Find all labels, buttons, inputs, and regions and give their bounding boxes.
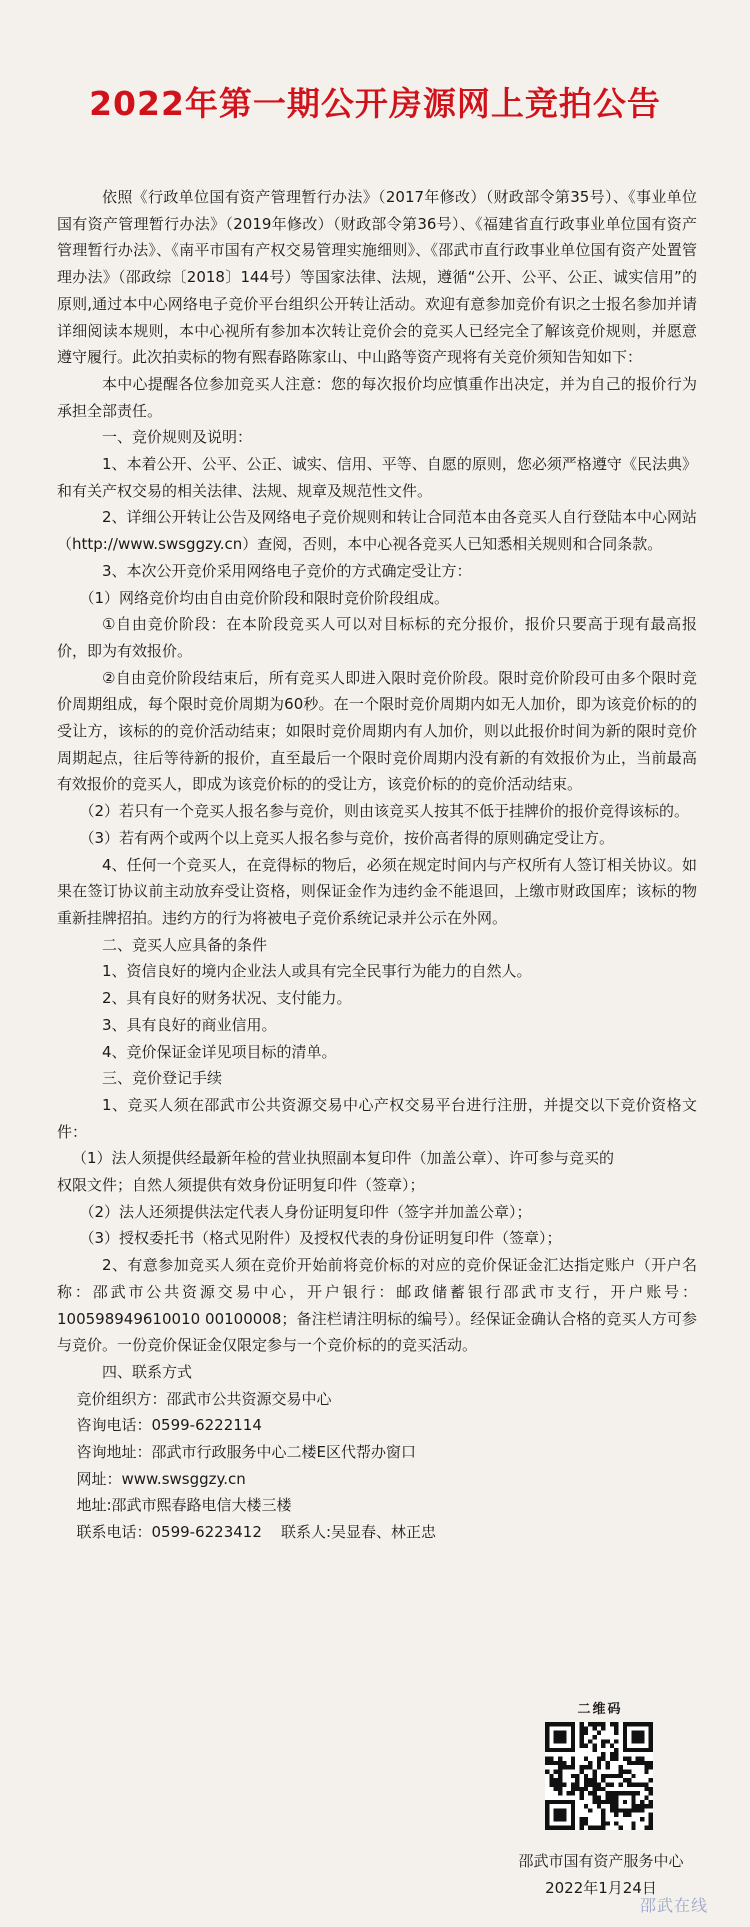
qr-code-icon[interactable]	[545, 1722, 653, 1830]
intro-paragraph: 依照《行政单位国有资产管理暂行办法》（2017年修改）（财政部令第35号）、《事业单位国有资产管理暂行办法》（2019年修改）（财政部令第36号）、《福建省直行政事业单位国有资产管理暂行办法》、《南平市国有产权交易管理实施细则》、《邵武市直行政事业单位国有资产处置管理办法》（邵政综〔2018〕144号）等国家法律、法规，遵循“公开、公平、公正、诚实信用”的原则,通过本中心网络电子竞价平台组织公开转让活动。欢迎有意参加竞价有识之士报名参加并请详细阅读本规则，本中心视所有参加本次转让竞价会的竞买人已经完全了解该竞价规则，并愿意遵守履行。此次拍卖标的物有熙春路陈家山、中山路等资产现将有关竞价须知告知如下：	[57, 188, 697, 367]
section-1-item-3-3: （3）若有两个或两个以上竞买人报名参与竞价，按价高者得的原则确定受让方。	[79, 828, 615, 847]
contact-organizer: 竞价组织方：邵武市公共资源交易中心	[76, 1389, 332, 1408]
section-3-title: 三、竞价登记手续	[102, 1069, 223, 1088]
section-2-title: 二、竞买人应具备的条件	[102, 935, 268, 954]
section-1-title: 一、竞价规则及说明：	[102, 428, 253, 447]
contact-consult-phone: 咨询电话：0599-6222114	[76, 1416, 262, 1435]
page-title: 2022年第一期公开房源网上竞拍公告	[89, 84, 661, 123]
signature-date: 2022年1月24日	[545, 1879, 657, 1897]
section-1-item-3-1a: ①自由竞价阶段：在本阶段竞买人可以对目标标的充分报价，报价只要高于现有最高报价，即为有效报价。	[57, 615, 697, 660]
section-3-item-2: 2、有意参加竞买人须在竞价开始前将竞价标的对应的竞价保证金汇达指定账户（开户名称：邵武市公共资源交易中心，开户银行：邮政储蓄银行邵武市支行，开户账号：100598949610010 00100008；备注栏请注明标的编号）。经保证金确认合格的竞买人方可参与竞价。一份竞价保证金仅限定参与一个竞价标的的竞买活动。	[57, 1256, 697, 1355]
section-4-title: 四、联系方式	[102, 1362, 193, 1381]
section-1-item-3-1b: ②自由竞价阶段结束后，所有竞买人即进入限时竞价阶段。限时竞价阶段可由多个限时竞价周期组成，每个限时竞价周期为60秒。在一个限时竞价周期内如无人加价，即为该竞价标的的受让方，该标的的竞价活动结束；如限时竞价周期内有人加价，则以此报价时间为新的限时竞价周期起点，往后等待新的报价，直至最后一个限时竞价周期内没有新的有效报价为止，当前最高有效报价的竞买人，即成为该竞价标的的受让方，该竞价标的的竞价活动结束。	[57, 668, 697, 794]
section-3-item-1-2: （2）法人还须提供法定代表人身份证明复印件（签字并加盖公章）；	[79, 1202, 532, 1221]
section-1-item-2: 2、详细公开转让公告及网络电子竞价规则和转让合同范本由各竞买人自行登陆本中心网站（http://www.swsggzy.cn）查阅，否则，本中心视各竞买人已知悉相关规则和合同条款。	[57, 508, 697, 554]
section-2-item-2: 2、具有良好的财务状况、支付能力。	[102, 989, 352, 1008]
section-1-item-3-2: （2）若只有一个竞买人报名参与竞价，则由该竞买人按其不低于挂牌价的报价竞得该标的。	[79, 802, 690, 821]
contact-website: 网址：www.swsggzy.cn	[76, 1469, 246, 1488]
notice-paragraph: 本中心提醒各位参加竞买人注意：您的每次报价均应慎重作出决定，并为自己的报价行为承担全部责任。	[57, 374, 697, 420]
section-1-item-3: 3、本次公开竞价采用网络电子竞价的方式确定受让方：	[102, 561, 472, 580]
contact-address: 地址:邵武市熙春路电信大楼三楼	[76, 1496, 292, 1515]
section-1-item-4: 4、任何一个竞买人，在竞得标的物后，必须在规定时间内与产权所有人签订相关协议。如果在签订协议前主动放弃受让资格，则保证金作为违约金不能退回，上缴市财政国库；该标的物重新挂牌招拍。违约方的行为将被电子竞价系统记录并公示在外网。	[57, 855, 697, 927]
signature-organization: 邵武市国有资产服务中心	[518, 1852, 684, 1870]
section-3-item-1-1-cont: 权限文件；自然人须提供有效身份证明复印件（签章）；	[57, 1176, 425, 1195]
section-3-item-1-1: （1）法人须提供经最新年检的营业执照副本复印件（加盖公章）、许可参与竞买的	[72, 1149, 615, 1168]
contact-consult-address: 咨询地址：邵武市行政服务中心二楼E区代帮办窗口	[76, 1443, 416, 1462]
section-2-item-1: 1、资信良好的境内企业法人或具有完全民事行为能力的自然人。	[102, 962, 532, 981]
announcement-body	[57, 184, 697, 1546]
section-3-item-1-3: （3）授权委托书（格式见附件）及授权代表的身份证明复印件（签章）；	[79, 1229, 562, 1248]
section-2-item-3: 3、具有良好的商业信用。	[102, 1015, 277, 1034]
contact-phone: 联系电话：0599-6223412 联系人:吴显春、林正忠	[76, 1523, 437, 1542]
section-1-item-1: 1、本着公开、公平、公正、诚实、信用、平等、自愿的原则，您必须严格遵守《民法典》和有关产权交易的相关法律、法规、规章及规范性文件。	[57, 455, 697, 500]
qr-code-label: 二维码	[577, 1702, 623, 1717]
watermark: 邵武在线	[640, 1896, 709, 1915]
section-2-item-4: 4、竞价保证金详见项目标的清单。	[102, 1042, 337, 1061]
section-1-item-3-1: （1）网络竞价均由自由竞价阶段和限时竞价阶段组成。	[79, 588, 450, 607]
section-3-item-1: 1、竞买人须在邵武市公共资源交易中心产权交易平台进行注册，并提交以下竞价资格文件：	[57, 1095, 697, 1141]
